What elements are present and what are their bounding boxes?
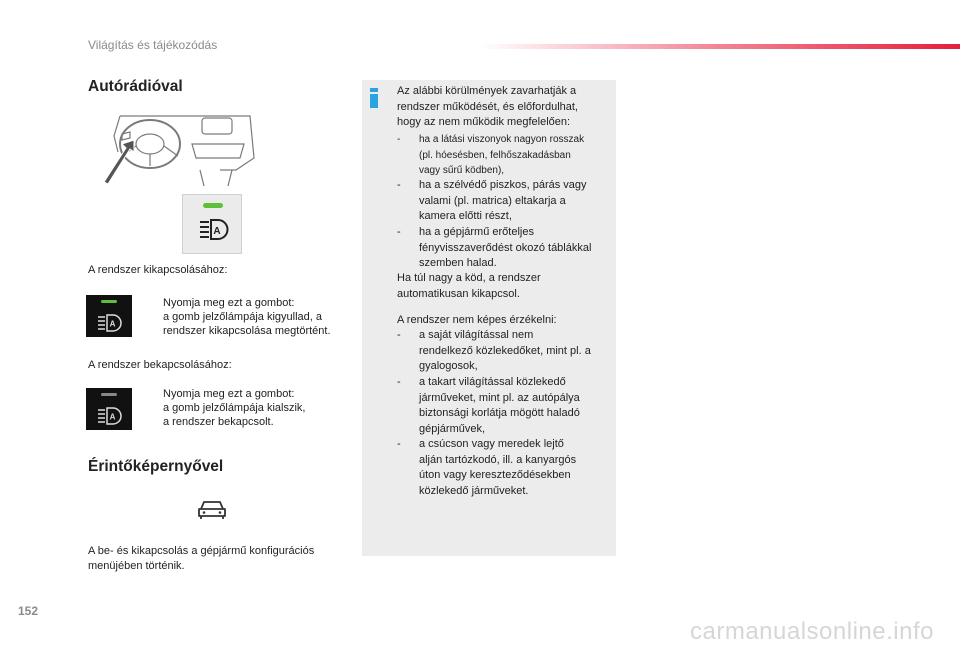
button-led-on	[86, 295, 132, 337]
info-icon	[370, 88, 378, 108]
auto-high-beam-icon	[183, 195, 243, 255]
condition-item: - ha a látási viszonyok nagyon rosszak (pl. hóesésben, felhőszakadásban vagy sűrű ködben),	[397, 134, 585, 176]
car-icon	[196, 497, 228, 521]
detect-item: - a csúcson vagy meredek lejtő alján tartózkodó, ill. a kanyargós úton vagy kereszteződésekben közlekedő járműveket.	[397, 438, 577, 497]
touchscreen-text: A be- és kikapcsolás a gépjármű konfigurációs menüjében történik.	[88, 545, 315, 572]
header-accent-bar	[480, 44, 960, 49]
info-intro: Az alábbi körülmények zavarhatják a rendszer működését, és előfordulhat, hogy az nem működik megfelelően:	[397, 85, 578, 128]
svg-text:A: A	[109, 319, 116, 329]
button-led-off	[86, 388, 132, 430]
svg-text:A: A	[109, 412, 116, 422]
svg-text:A: A	[213, 226, 221, 237]
fog-text: Ha túl nagy a köd, a rendszer automatikusan kikapcsol.	[397, 272, 541, 300]
condition-item: - ha a szélvédő piszkos, párás vagy valami (pl. matrica) eltakarja a kamera előtti részt,	[397, 179, 587, 222]
on-label: A rendszer bekapcsolásához:	[88, 359, 232, 371]
detect-item: - a takart világítással közlekedő járműveket, mint pl. az autópálya biztonsági korlátja mögött haladó gépjárművek,	[397, 376, 580, 435]
off-instruction: Nyomja meg ezt a gombot: a gomb jelzőlámpája kigyullad, a rendszer kikapcsolása megtörtént.	[163, 297, 331, 337]
page-number: 152	[18, 604, 39, 618]
auto-high-beam-icon	[86, 388, 132, 430]
watermark: carmanualsonline.info	[690, 618, 934, 645]
auto-high-beam-icon	[86, 295, 132, 337]
button-photo	[182, 194, 242, 254]
dashboard-illustration	[100, 108, 256, 188]
section-title: Világítás és tájékozódás	[88, 38, 218, 52]
on-instruction: Nyomja meg ezt a gombot: a gomb jelzőlámpája kialszik, a rendszer bekapcsolt.	[163, 388, 306, 428]
detect-item: - a saját világítással nem rendelkező közlekedőket, mint pl. a gyalogosok,	[397, 329, 591, 372]
info-box	[362, 80, 616, 556]
heading-radio: Autórádióval	[88, 78, 183, 95]
heading-touchscreen: Érintőképernyővel	[88, 458, 224, 475]
off-label: A rendszer kikapcsolásához:	[88, 264, 228, 276]
detect-intro: A rendszer nem képes érzékelni:	[397, 314, 557, 326]
condition-item: - ha a gépjármű erőteljes fényvisszaverődést okozó táblákkal szemben halad.	[397, 226, 592, 269]
